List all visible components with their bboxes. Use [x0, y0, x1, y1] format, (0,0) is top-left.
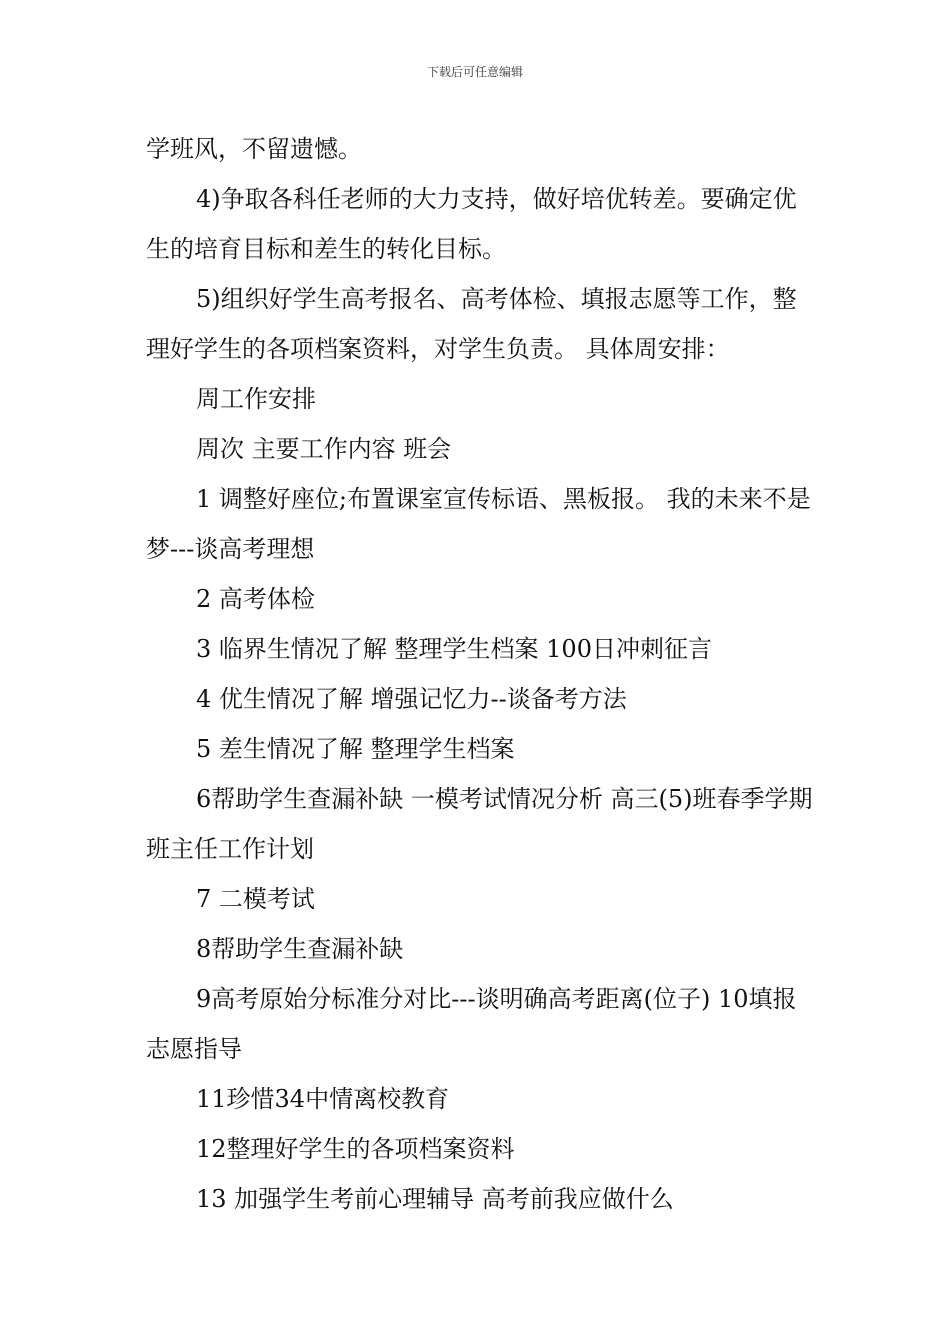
paragraph-15: 11珍惜34中情离校教育: [196, 1085, 450, 1113]
paragraph-13: 8帮助学生查漏补缺: [196, 935, 404, 963]
paragraph-3: 5)组织好学生高考报名、高考体检、填报志愿等工作，整理好学生的各项档案资料，对学生负责。 具体周安排：: [146, 285, 797, 363]
paragraph-4: 周工作安排: [196, 385, 316, 413]
paragraph-5: 周次 主要工作内容 班会: [196, 435, 452, 463]
paragraph-17: 13 加强学生考前心理辅导 高考前我应做什么: [196, 1185, 674, 1213]
paragraph-2: 4)争取各科任老师的大力支持，做好培优转差。要确定优生的培育目标和差生的转化目标。: [146, 185, 797, 263]
document-body: [146, 124, 816, 1224]
page-header: 下载后可任意编辑: [426, 65, 523, 79]
paragraph-9: 4 优生情况了解 增强记忆力--谈备考方法: [196, 685, 627, 713]
paragraph-14: 9高考原始分标准分对比---谈明确高考距离(位子) 10填报志愿指导: [146, 985, 797, 1063]
paragraph-7: 2 高考体检: [196, 585, 315, 613]
paragraph-8: 3 临界生情况了解 整理学生档案 100日冲刺征言: [196, 635, 712, 663]
paragraph-1: 学班风，不留遗憾。: [146, 135, 362, 163]
paragraph-16: 12整理好学生的各项档案资料: [196, 1135, 515, 1163]
paragraph-12: 7 二模考试: [196, 885, 315, 913]
paragraph-6: 1 调整好座位;布置课室宣传标语、黑板报。 我的未来不是梦---谈高考理想: [146, 485, 811, 563]
paragraph-10: 5 差生情况了解 整理学生档案: [196, 735, 515, 763]
paragraph-11: 6帮助学生查漏补缺 一模考试情况分析 高三(5)班春季学期班主任工作计划: [146, 785, 813, 863]
